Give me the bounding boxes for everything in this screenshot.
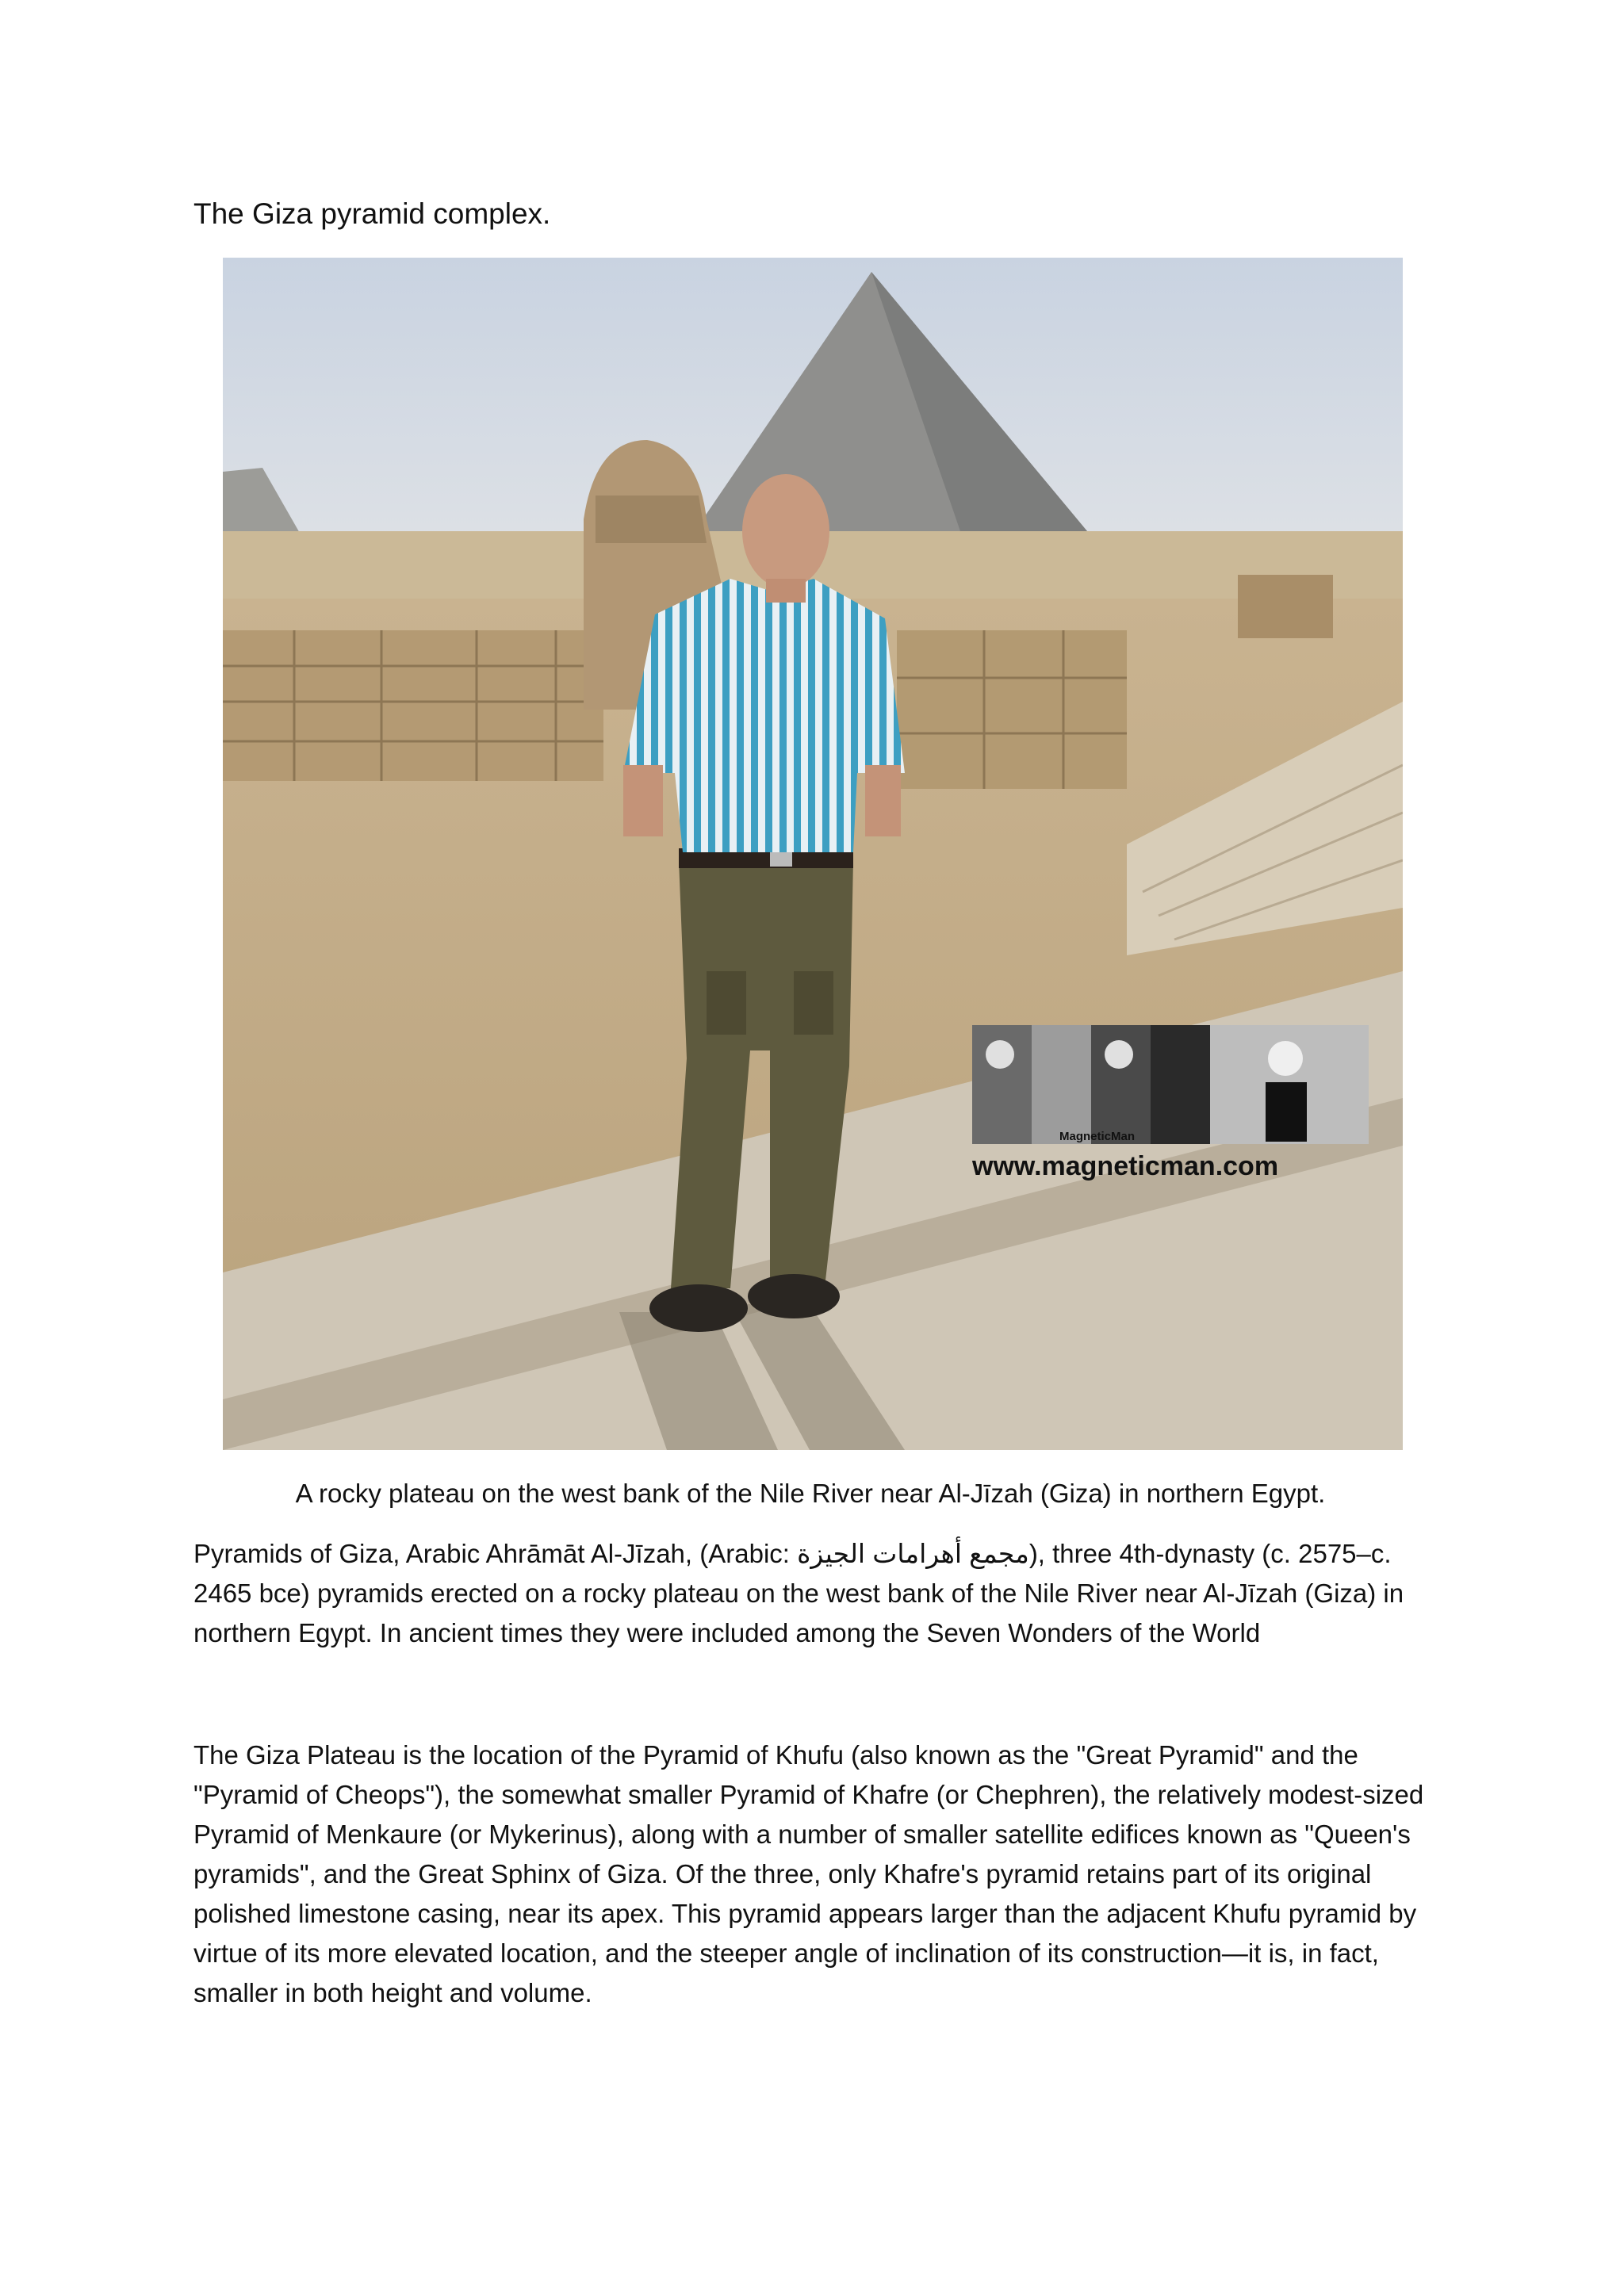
giza-photo [223,258,1403,1450]
watermark-url: www.magneticman.com [972,1151,1279,1181]
watermark-label: MagneticMan [1059,1130,1136,1143]
photo-caption: A rocky plateau on the west bank of the Nile River near Al-Jīzah (Giza) in northern Egypt. [295,1479,1326,1508]
person-head [742,474,829,588]
person-left-sandal [649,1284,748,1332]
paragraph1-lead: Pyramids of Giza, Arabic Ahrāmāt Al-Jīzah, (Arabic: [193,1539,798,1568]
paragraph-giza-plateau: The Giza Plateau is the location of the Pyramid of Khufu (also known as the "Great Pyramid" and the "Pyramid of Cheops"), the somewhat smaller Pyramid of Khafre (or Chephren), the relatively modest-sized Pyramid of Menkaure (or Mykerinus), along with a number of smaller satellite edifices known as "Queen's pyramids", and the Great Sphinx of Giza. Of the three, only Khafre's pyramid retains part of its original polished limestone casing, near its apex. This pyramid appears larger than the adjacent Khufu pyramid by virtue of its more elevated location, and the steeper angle of inclination of its construction—it is, in fact, smaller in both height and volume. [193,1740,1424,2007]
arabic-name: مجمع أهرامات الجيزة [797,1539,1029,1568]
person-right-sandal [748,1274,840,1318]
paragraph1-rest: ), three 4th-dynasty (c. 2575–c. 2465 bce) pyramids erected on a rocky plateau on the west bank of the Nile River near Al-Jīzah (Giza) in northern Egypt. In ancient times they were included among the Seven Wonders of the World [193,1539,1404,1647]
stone-wall-left [223,630,603,781]
page-heading: The Giza pyramid complex. [193,197,551,230]
stone-wall-right [897,630,1127,789]
distant-structure [1238,575,1333,638]
paragraph-pyramids-intro [193,1534,1431,1653]
